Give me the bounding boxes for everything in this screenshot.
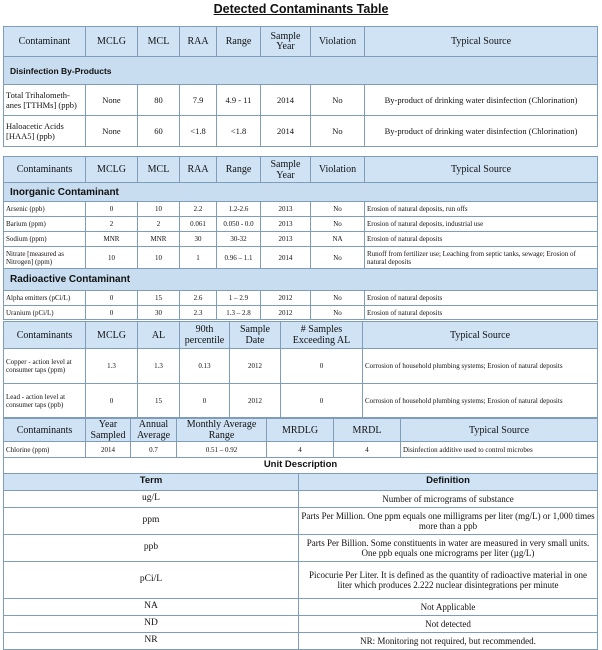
- cell: 1 – 2.9: [217, 291, 261, 306]
- column-header: Contaminant: [4, 27, 86, 57]
- section-row: [4, 183, 598, 202]
- cell: 1.3: [138, 349, 180, 384]
- column-header: Contaminants: [4, 419, 86, 442]
- table-title: Unit Description: [4, 458, 598, 473]
- cell: 30-32: [217, 232, 261, 247]
- table-row: [4, 632, 598, 649]
- column-header: Typical Source: [365, 27, 598, 57]
- cell: Disinfection additive used to control microbes: [401, 442, 598, 458]
- cell: No: [311, 202, 365, 217]
- term-cell: NA: [4, 598, 299, 615]
- cell: 0.96 – 1.1: [217, 247, 261, 269]
- section-row: [4, 57, 598, 85]
- cell: 2.2: [180, 202, 217, 217]
- cell: No: [311, 306, 365, 320]
- column-header: RAA: [180, 27, 217, 57]
- cell: 2.3: [180, 306, 217, 320]
- cell: 60: [138, 116, 180, 147]
- cell: NA: [311, 232, 365, 247]
- table-row: [4, 561, 598, 598]
- cell: Sodium (ppm): [4, 232, 86, 247]
- cell: 2014: [261, 247, 311, 269]
- table-header-row: [4, 27, 598, 57]
- cell: 0.050 - 0.0: [217, 217, 261, 232]
- cell: 0: [86, 202, 138, 217]
- unit-description-table: [3, 458, 598, 650]
- cell: 7.9: [180, 85, 217, 116]
- cell: No: [311, 247, 365, 269]
- cell: 0: [281, 349, 363, 384]
- cell: 10: [138, 202, 180, 217]
- cell: MNR: [138, 232, 180, 247]
- cell: 4.9 - 11: [217, 85, 261, 116]
- cell: 0: [86, 306, 138, 320]
- column-header: Sample Year: [261, 27, 311, 57]
- cell: 2012: [230, 349, 281, 384]
- definition-cell: Number of micrograms of substance: [299, 490, 598, 507]
- column-header: Definition: [299, 473, 598, 490]
- column-header: MCL: [138, 157, 180, 183]
- cell: 2: [138, 217, 180, 232]
- cell: Haloacetic Acids [HAA5] (ppb): [4, 116, 86, 147]
- section-row: [4, 269, 598, 291]
- column-header: Range: [217, 157, 261, 183]
- column-header: Violation: [311, 157, 365, 183]
- definition-cell: Parts Per Billion. Some constituents in water are measured in very small units. One ppb equals one micrograms per liter (µg/L): [299, 534, 598, 561]
- cell: 10: [138, 247, 180, 269]
- cell: 2014: [261, 116, 311, 147]
- cell: Total Trihalometh- anes [TTHMs] (ppb): [4, 85, 86, 116]
- cell: 2014: [86, 442, 131, 458]
- cell: 0: [180, 384, 230, 418]
- table-header-row: [4, 473, 598, 490]
- page-title: Detected Contaminants Table: [213, 2, 389, 16]
- section-title: Radioactive Contaminant: [4, 269, 598, 291]
- cell: <1.8: [180, 116, 217, 147]
- cell: 0.13: [180, 349, 230, 384]
- cell: Barium (ppm): [4, 217, 86, 232]
- table-title-row: [4, 458, 598, 473]
- column-header: AL: [138, 322, 180, 349]
- cell: Erosion of natural deposits: [365, 232, 598, 247]
- cell: No: [311, 291, 365, 306]
- cell: No: [311, 217, 365, 232]
- cell: 0.061: [180, 217, 217, 232]
- cell: 1.3: [86, 349, 138, 384]
- cell: No: [311, 85, 365, 116]
- cell: 80: [138, 85, 180, 116]
- term-cell: NR: [4, 632, 299, 649]
- cell: 1: [180, 247, 217, 269]
- column-header: Sample Date: [230, 322, 281, 349]
- cell: 2012: [230, 384, 281, 418]
- cell: 0: [281, 384, 363, 418]
- definition-cell: Not Applicable: [299, 598, 598, 615]
- column-header: Contaminants: [4, 322, 86, 349]
- cell: 2013: [261, 217, 311, 232]
- table-row: [4, 291, 598, 306]
- cell: 0: [86, 384, 138, 418]
- column-header: Term: [4, 473, 299, 490]
- cell: Alpha emitters (pCi/L): [4, 291, 86, 306]
- column-header: Year Sampled: [86, 419, 131, 442]
- table-row: [4, 85, 598, 116]
- term-cell: ppb: [4, 534, 299, 561]
- cell: 2.6: [180, 291, 217, 306]
- cell: 0.51 – 0.92: [177, 442, 267, 458]
- cell: 2: [86, 217, 138, 232]
- cell: MNR: [86, 232, 138, 247]
- section-title: Inorganic Contaminant: [4, 183, 598, 202]
- table-row: [4, 306, 598, 320]
- column-header: Typical Source: [365, 157, 598, 183]
- column-header: 90th percentile: [180, 322, 230, 349]
- cell: 0: [86, 291, 138, 306]
- table-row: [4, 384, 598, 418]
- column-header: MCL: [138, 27, 180, 57]
- column-header: Typical Source: [363, 322, 598, 349]
- column-header: MRDL: [334, 419, 401, 442]
- cell: 1.2-2.6: [217, 202, 261, 217]
- column-header: Contaminants: [4, 157, 86, 183]
- cell: 4: [334, 442, 401, 458]
- column-header: Sample Year: [261, 157, 311, 183]
- cell: 2014: [261, 85, 311, 116]
- column-header: MCLG: [86, 322, 138, 349]
- cell: No: [311, 116, 365, 147]
- column-header: Typical Source: [401, 419, 598, 442]
- cell: None: [86, 116, 138, 147]
- cell: Corrosion of household plumbing systems; Erosion of natural deposits: [363, 384, 598, 418]
- cell: 15: [138, 384, 180, 418]
- definition-cell: NR: Monitoring not required, but recommended.: [299, 632, 598, 649]
- definition-cell: Parts Per Million. One ppm equals one milligrams per liter (mg/L) or 1,000 times more than a ppb: [299, 507, 598, 534]
- table-row: [4, 442, 598, 458]
- column-header: Range: [217, 27, 261, 57]
- table-row: [4, 615, 598, 632]
- cell: <1.8: [217, 116, 261, 147]
- table-row: [4, 507, 598, 534]
- cell: 2013: [261, 232, 311, 247]
- cell: Erosion of natural deposits, industrial use: [365, 217, 598, 232]
- column-header: Monthly Average Range: [177, 419, 267, 442]
- term-cell: ppm: [4, 507, 299, 534]
- cell: 2012: [261, 306, 311, 320]
- table-row: [4, 232, 598, 247]
- section-title: Disinfection By-Products: [4, 57, 598, 85]
- term-cell: pCi/L: [4, 561, 299, 598]
- cell: Uranium (pCi/L): [4, 306, 86, 320]
- cell: 10: [86, 247, 138, 269]
- table-row: [4, 247, 598, 269]
- table-header-row: [4, 419, 598, 442]
- term-cell: ug/L: [4, 490, 299, 507]
- cell: None: [86, 85, 138, 116]
- cell: Erosion of natural deposits: [365, 306, 598, 320]
- definition-cell: Not detected: [299, 615, 598, 632]
- cell: Chlorine (ppm): [4, 442, 86, 458]
- cell: 30: [180, 232, 217, 247]
- column-header: MCLG: [86, 157, 138, 183]
- table-row: [4, 534, 598, 561]
- cell: 4: [267, 442, 334, 458]
- column-header: MCLG: [86, 27, 138, 57]
- chlorine-table: [3, 418, 598, 458]
- cell: By-product of drinking water disinfection (Chlorination): [365, 116, 598, 147]
- table-row: [4, 349, 598, 384]
- table-row: [4, 490, 598, 507]
- term-cell: ND: [4, 615, 299, 632]
- column-header: Violation: [311, 27, 365, 57]
- cell: 2012: [261, 291, 311, 306]
- table-row: [4, 116, 598, 147]
- table-row: [4, 598, 598, 615]
- cell: Erosion of natural deposits: [365, 291, 598, 306]
- cell: 15: [138, 291, 180, 306]
- cell: 0.7: [131, 442, 177, 458]
- column-header: MRDLG: [267, 419, 334, 442]
- cell: Nitrate [measured as Nitrogen] (ppm): [4, 247, 86, 269]
- disinfection-byproducts-table: [3, 26, 598, 147]
- cell: 30: [138, 306, 180, 320]
- cell: Erosion of natural deposits, run offs: [365, 202, 598, 217]
- cell: Arsenic (ppb): [4, 202, 86, 217]
- cell: Copper - action level at consumer taps (ppm): [4, 349, 86, 384]
- definition-cell: Picocurie Per Liter. It is defined as the quantity of radioactive material in one liter which produces 2.222 nuclear disintegrations per minute: [299, 561, 598, 598]
- cell: 1.3 – 2.8: [217, 306, 261, 320]
- column-header: RAA: [180, 157, 217, 183]
- lead-copper-table: [3, 321, 598, 418]
- column-header: # Samples Exceeding AL: [281, 322, 363, 349]
- column-header: Annual Average: [131, 419, 177, 442]
- cell: Lead - action level at consumer taps (ppb): [4, 384, 86, 418]
- table-row: [4, 217, 598, 232]
- table-header-row: [4, 157, 598, 183]
- cell: Corrosion of household plumbing systems; Erosion of natural deposits: [363, 349, 598, 384]
- table-row: [4, 202, 598, 217]
- inorganic-radioactive-table: [3, 156, 598, 320]
- cell: Runoff from fertilizer use; Leaching from septic tanks, sewage; Erosion of natural deposits: [365, 247, 598, 269]
- cell: 2013: [261, 202, 311, 217]
- table-header-row: [4, 322, 598, 349]
- cell: By-product of drinking water disinfection (Chlorination): [365, 85, 598, 116]
